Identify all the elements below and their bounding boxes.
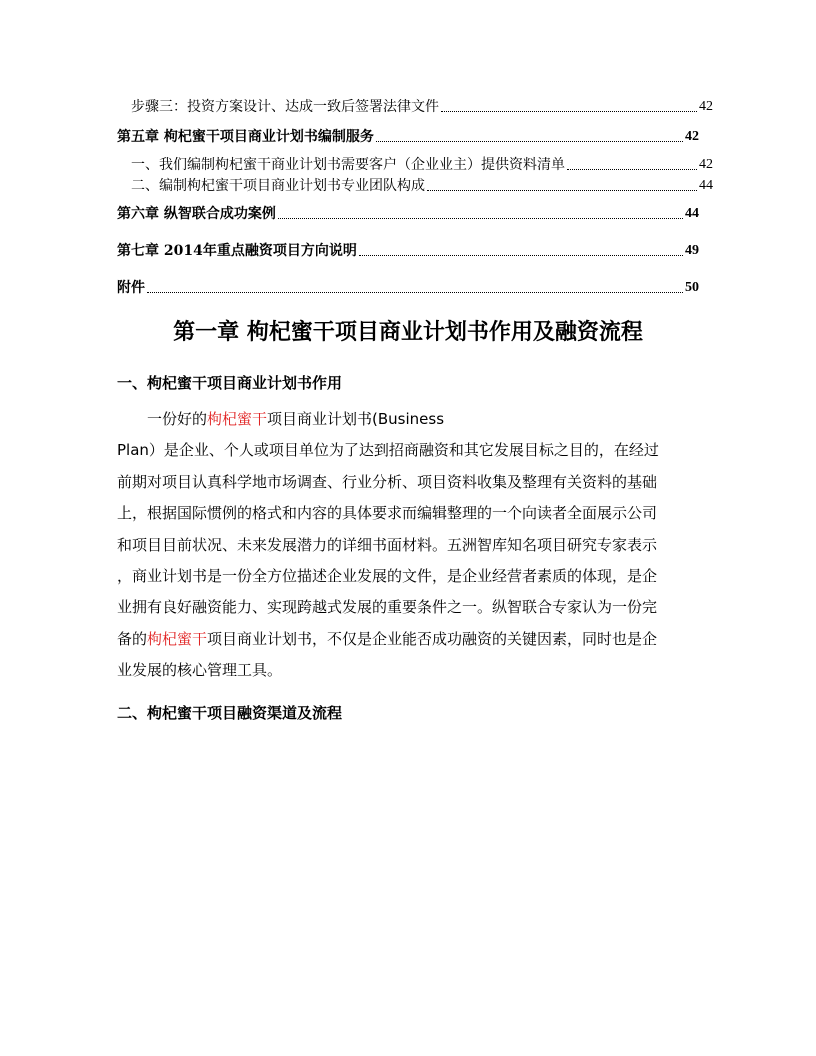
toc-label: 附件 bbox=[117, 280, 145, 296]
highlight-keyword: 枸杞蜜干 bbox=[207, 410, 268, 428]
toc-entry-section2[interactable] bbox=[117, 177, 713, 195]
toc-leader bbox=[567, 168, 697, 170]
paragraph-line: ，商业计划书是一份全方位描述企业发展的文件，是企业经营者素质的体现，是企 bbox=[117, 567, 658, 586]
toc-leader bbox=[427, 189, 697, 191]
toc-page: 44 bbox=[699, 178, 713, 193]
toc-page: 49 bbox=[685, 243, 699, 258]
toc-label: 第五章 枸杞蜜干项目商业计划书编制服务 bbox=[117, 129, 374, 145]
toc-leader bbox=[441, 110, 697, 112]
toc-label: 步骤三：投资方案设计、达成一致后签署法律文件 bbox=[131, 99, 439, 115]
toc-entry-section1[interactable] bbox=[117, 156, 713, 174]
section-heading-1: 一、枸杞蜜干项目商业计划书作用 bbox=[117, 374, 343, 392]
highlight-keyword: 枸杞蜜干 bbox=[147, 629, 208, 648]
toc-entry-chapter7[interactable] bbox=[117, 242, 699, 260]
toc-page: 42 bbox=[685, 129, 699, 144]
toc-label: 一、我们编制枸杞蜜干商业计划书需要客户（企业业主）提供资料清单 bbox=[131, 157, 565, 173]
paragraph-line: 上，根据国际惯例的格式和内容的具体要求而编辑整理的一个向读者全面展示公司 bbox=[117, 504, 658, 523]
toc-page: 42 bbox=[699, 99, 713, 114]
paragraph-line: 业发展的核心管理工具。 bbox=[117, 661, 283, 680]
toc-label: 二、编制枸杞蜜干项目商业计划书专业团队构成 bbox=[131, 178, 425, 194]
body-paragraph bbox=[117, 404, 700, 687]
toc-entry-step3[interactable] bbox=[117, 98, 713, 116]
toc-label: 第六章 纵智联合成功案例 bbox=[117, 206, 276, 222]
toc-label: 第七章 2014年重点融资项目方向说明 bbox=[117, 243, 357, 259]
paragraph-line: 和项目目前状况、未来发展潜力的详细书面材料。五洲智库知名项目研究专家表示 bbox=[117, 535, 658, 554]
toc-page: 42 bbox=[699, 157, 713, 172]
paragraph-line: 一份好的枸杞蜜干项目商业计划书(Business bbox=[147, 410, 445, 428]
paragraph-line: 业拥有良好融资能力、实现跨越式发展的重要条件之一。纵智联合专家认为一份完 bbox=[117, 598, 658, 617]
toc-entry-chapter6[interactable] bbox=[117, 205, 699, 223]
toc-leader bbox=[359, 254, 683, 256]
toc-page: 50 bbox=[685, 280, 699, 295]
chapter-title: 第一章 枸杞蜜干项目商业计划书作用及融资流程 bbox=[173, 319, 643, 345]
toc-entry-appendix[interactable] bbox=[117, 279, 699, 297]
toc-leader bbox=[376, 140, 683, 142]
toc-leader bbox=[147, 291, 683, 293]
toc-page: 44 bbox=[685, 206, 699, 221]
paragraph-line: 前期对项目认真科学地市场调查、行业分析、项目资料收集及整理有关资料的基础 bbox=[117, 472, 658, 491]
paragraph-line: Plan）是企业、个人或项目单位为了达到招商融资和其它发展目标之目的，在经过 bbox=[117, 441, 659, 460]
section-heading-2: 二、枸杞蜜干项目融资渠道及流程 bbox=[117, 704, 343, 722]
toc-leader bbox=[278, 217, 683, 219]
toc-entry-chapter5[interactable] bbox=[117, 128, 699, 146]
paragraph-line: 备的枸杞蜜干项目商业计划书，不仅是企业能否成功融资的关键因素，同时也是企 bbox=[117, 629, 658, 648]
